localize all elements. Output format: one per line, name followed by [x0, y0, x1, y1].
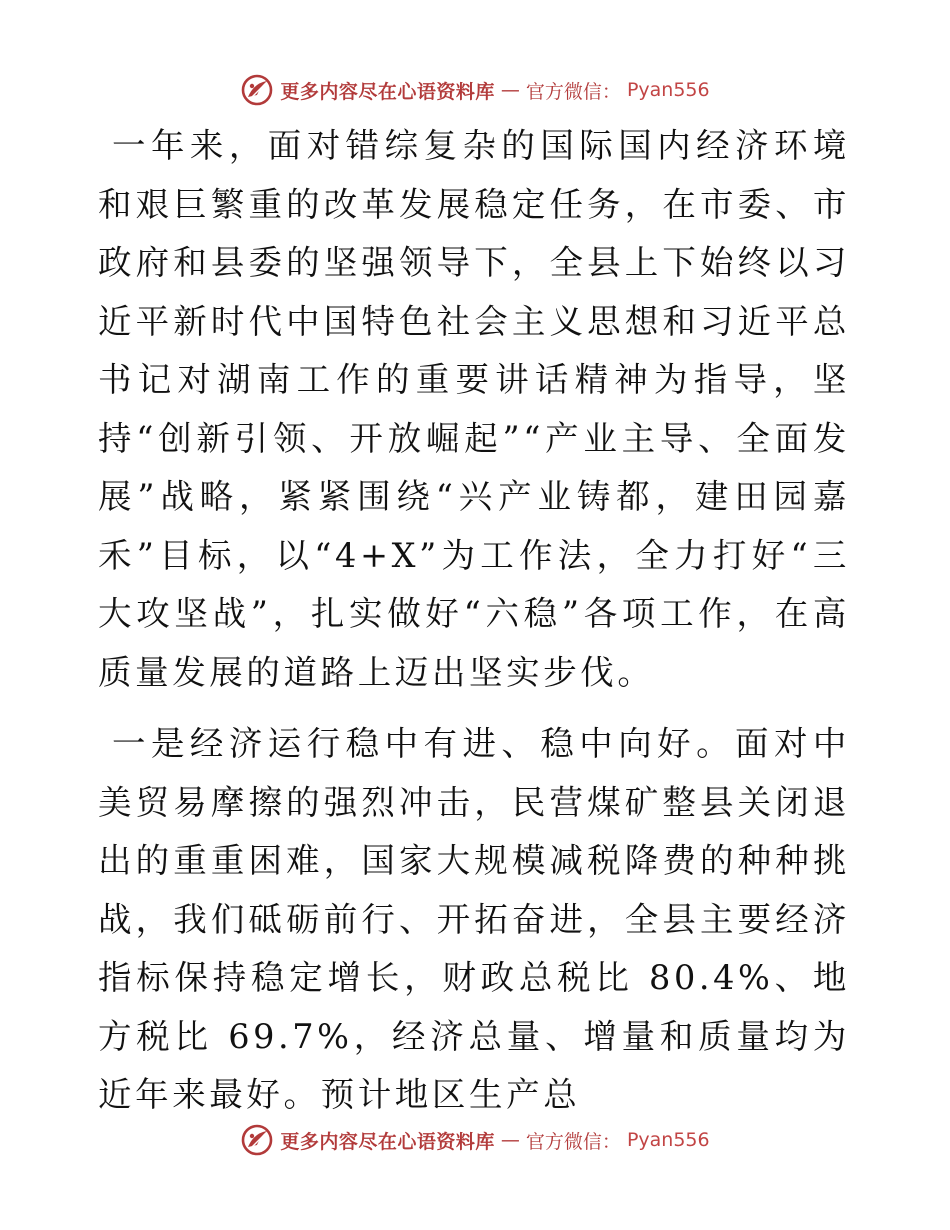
watermark-brand: 更多内容尽在心语资料库: [280, 1130, 495, 1153]
watermark-label: 官方微信：: [525, 1130, 621, 1153]
header-watermark: [0, 70, 950, 110]
watermark-brand: 更多内容尽在心语资料库: [280, 80, 495, 103]
paragraph-economy: 一是经济运行稳中有进、稳中向好。面对中美贸易摩擦的强烈冲击，民营煤矿整县关闭退出的重重困难，国家大规模减税降费的种种挑战，我们砥砺前行、开拓奋进，全县主要经济指标保持稳定增长，财政总税比 80.4%、地方税比 69.7%，经济总量、增量和质量均为近年来最好。预计地区生产总: [98, 724, 850, 1114]
document-body: [98, 117, 850, 1125]
watermark-dash: —: [500, 79, 520, 101]
watermark-label: 官方微信：: [525, 80, 621, 103]
watermark-id: Pyan556: [626, 79, 710, 101]
watermark-id: Pyan556: [626, 1129, 710, 1151]
brand-logo-icon: [240, 73, 274, 107]
brand-logo-icon: [240, 1123, 274, 1157]
footer-watermark: [0, 1120, 950, 1160]
paragraph-intro: 一年来，面对错综复杂的国际国内经济环境和艰巨繁重的改革发展稳定任务，在市委、市政府和县委的坚强领导下，全县上下始终以习近平新时代中国特色社会主义思想和习近平总书记对湖南工作的重要讲话精神为指导，坚持“创新引领、开放崛起”“产业主导、全面发展”战略，紧紧围绕“兴产业铸都，建田园嘉禾”目标，以“4+X”为工作法，全力打好“三大攻坚战”，扎实做好“六稳”各项工作，在高质量发展的道路上迈出坚实步伐。: [98, 126, 850, 692]
watermark-dash: —: [500, 1129, 520, 1151]
